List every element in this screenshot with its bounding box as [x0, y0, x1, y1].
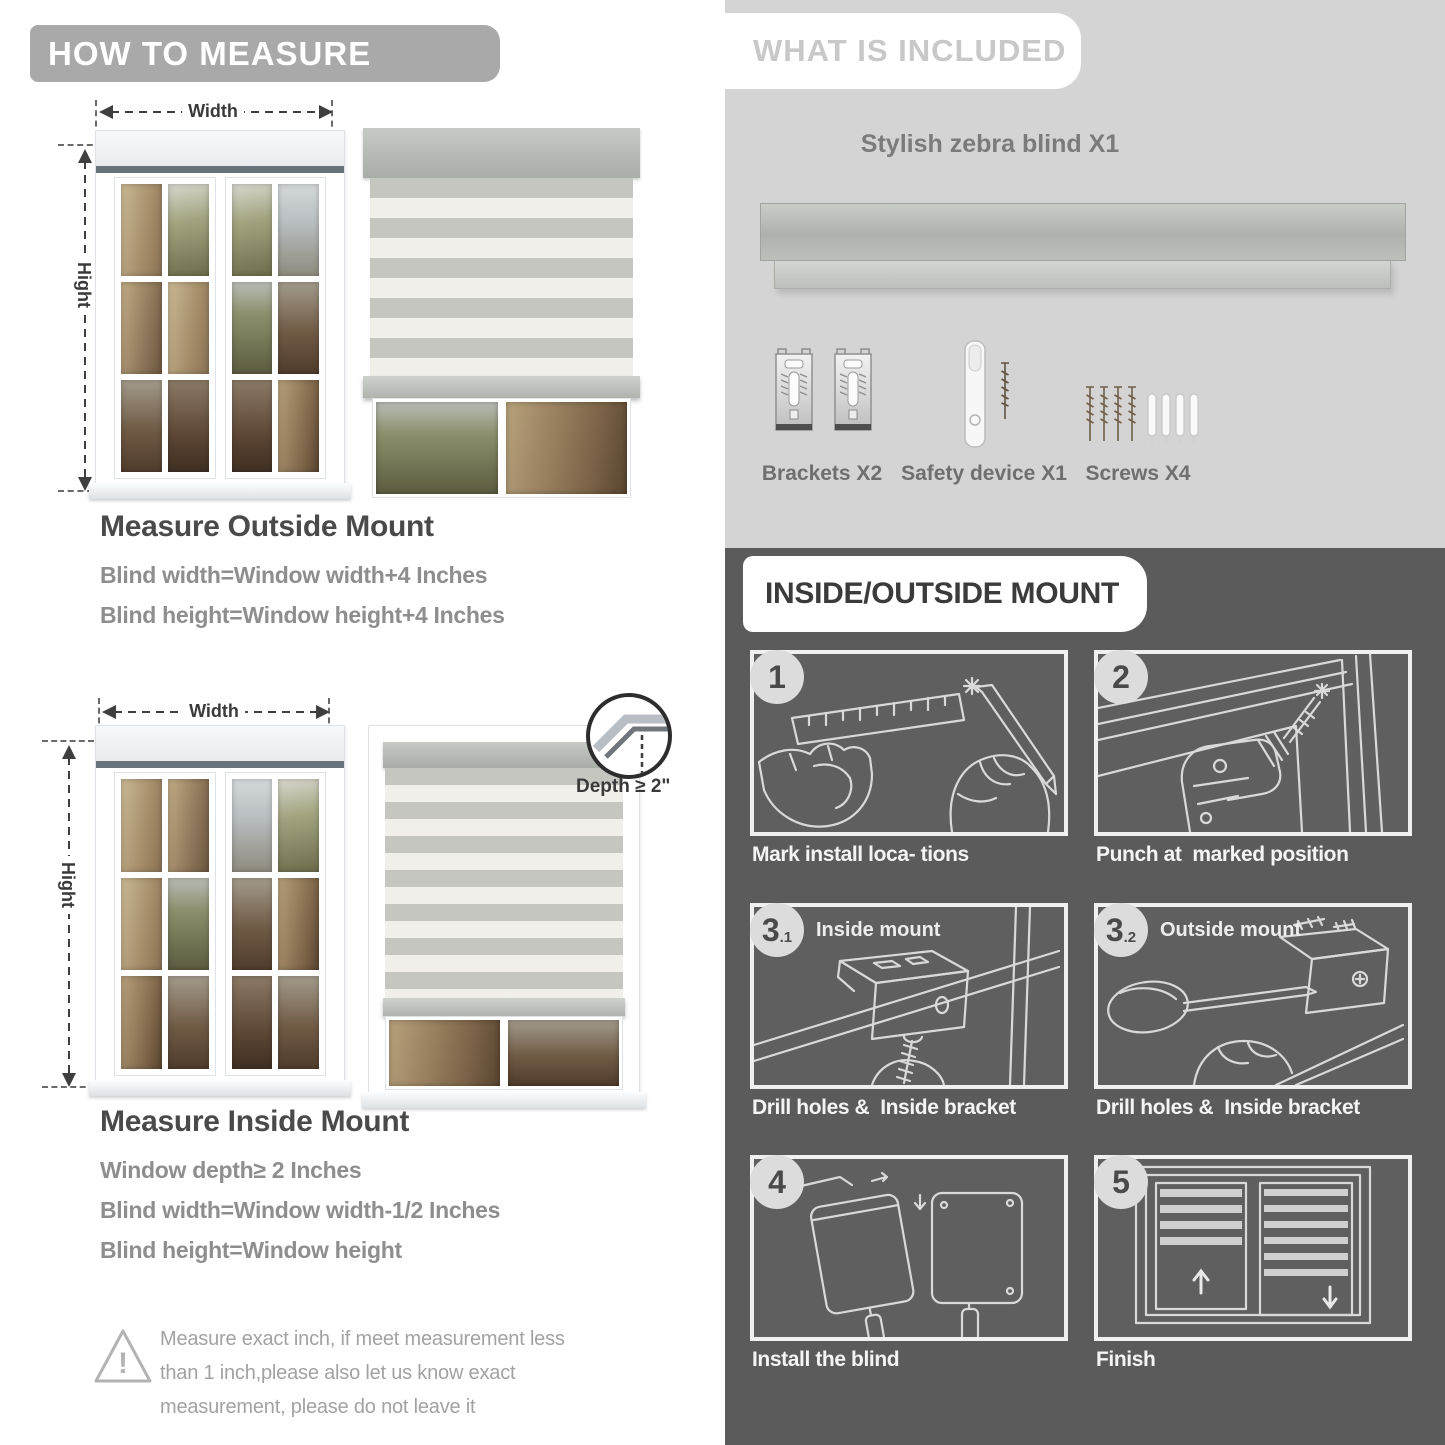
step-panel-3-1 [750, 903, 1068, 1089]
window-pane [168, 380, 209, 472]
step-number: 3 [761, 911, 780, 948]
step-number: 5 [1112, 1163, 1130, 1200]
inside-mount-title: Measure Inside Mount [100, 1105, 410, 1138]
inside-outside-mount-section [725, 548, 1445, 1445]
blind-bottom-rail [383, 998, 625, 1016]
depth-magnifier-icon [586, 693, 672, 779]
step-number-badge [750, 650, 804, 704]
window-sash [114, 177, 216, 479]
product-label: Stylish zebra blind X1 [860, 130, 1120, 158]
window-pane [168, 184, 209, 276]
window-top-frame [96, 131, 344, 173]
outside-mount-rule-height: Blind height=Window height+4 Inches [100, 602, 505, 628]
window-pane [232, 184, 273, 276]
step-panel-title: Inside mount [816, 919, 941, 941]
window-pane [508, 1020, 619, 1086]
window-photo-outside-mount [95, 130, 345, 496]
warning-line: than 1 inch,please also let us know exact [160, 1362, 516, 1384]
step-panel-5 [1094, 1155, 1412, 1341]
inside-mount-rule-width: Blind width=Window width-1/2 Inches [100, 1197, 501, 1223]
window-sash [114, 772, 216, 1076]
outside-mount-title: Measure Outside Mount [100, 510, 434, 543]
window-pane [232, 878, 273, 971]
window-pane [168, 878, 209, 971]
blind-headrail-valance [774, 261, 1391, 289]
warning-line: Measure exact inch, if meet measurement less [160, 1328, 565, 1350]
window-pane [376, 402, 498, 494]
window-pane [121, 282, 162, 374]
step-caption-1: Mark install loca- tions [752, 843, 969, 866]
window-center-mullion [216, 177, 225, 479]
window-pane [168, 282, 209, 374]
window-pane [278, 976, 319, 1069]
step-panel-2 [1094, 650, 1412, 836]
step-number-badge [1094, 1155, 1148, 1209]
step-panel-3-2 [1094, 903, 1412, 1089]
window-top-frame [96, 726, 344, 768]
window-pane [278, 184, 319, 276]
inside-mount-rule-depth: Window depth≥ 2 Inches [100, 1157, 362, 1183]
inside-mount-rule-height: Blind height=Window height [100, 1237, 402, 1263]
how-to-measure-header [30, 25, 500, 82]
blind-headrail-image [760, 203, 1406, 261]
window-under-blind [372, 398, 631, 498]
warning-triangle-icon [92, 1326, 154, 1386]
window-pane [232, 779, 273, 872]
window-pane [232, 282, 273, 374]
window-photo-inside-mount [95, 725, 345, 1093]
bracket-icon [829, 348, 877, 440]
brackets-label: Brackets X2 [761, 462, 883, 485]
step-caption-2: Punch at marked position [1096, 843, 1349, 866]
step-number: 2 [1112, 658, 1130, 695]
warning-exclamation: ! [118, 1347, 128, 1380]
width-label: Width [182, 101, 244, 122]
window-pane [168, 779, 209, 872]
wall-anchors-icon [1146, 392, 1202, 446]
step-panel-1 [750, 650, 1068, 836]
window-pane [278, 282, 319, 374]
height-label: Hight [57, 856, 78, 914]
step-number: 3 [1105, 911, 1124, 948]
step-subnumber: .1 [779, 928, 793, 946]
window-sill [89, 1080, 351, 1096]
safety-device-label: Safety device X1 [901, 462, 1067, 485]
step-caption-5: Finish [1096, 1348, 1156, 1371]
zebra-blind-outside-mount-picture [363, 128, 640, 503]
step-panel-title: Outside mount [1160, 919, 1302, 941]
window-center-mullion [216, 772, 225, 1076]
what-is-included-section [725, 0, 1445, 548]
window-under-blind [385, 1016, 623, 1090]
step-number-badge [1094, 650, 1148, 704]
step-caption-4: Install the blind [752, 1348, 900, 1371]
blind-cassette [363, 128, 640, 178]
window-pane [389, 1020, 500, 1086]
safety-device-icon [962, 338, 988, 450]
window-pane [121, 779, 162, 872]
window-pane [232, 380, 273, 472]
window-pane [278, 380, 319, 472]
warning-note [160, 1322, 630, 1424]
window-pane [506, 402, 628, 494]
window-pane [168, 976, 209, 1069]
warning-line: measurement, please do not leave it [160, 1396, 476, 1418]
screws-label: Screws X4 [1085, 462, 1191, 485]
window-sash [225, 772, 327, 1076]
blind-fabric-stripes [385, 768, 623, 998]
step-number-badge [750, 903, 804, 957]
step-number-badge [750, 1155, 804, 1209]
blind-bottom-rail [363, 376, 640, 398]
what-is-included-title: WHAT IS INCLUDED [753, 33, 1067, 68]
width-label: Width [183, 701, 245, 722]
window-pane [232, 976, 273, 1069]
how-to-measure-title: HOW TO MEASURE [48, 35, 372, 72]
height-label: Hight [73, 256, 94, 314]
depth-label: Depth ≥ 2" [576, 776, 671, 797]
step-caption-3-2: Drill holes & Inside bracket [1096, 1096, 1360, 1119]
height-extension-line [42, 740, 94, 742]
window-glass-area [114, 772, 326, 1076]
mount-header-title: INSIDE/OUTSIDE MOUNT [765, 577, 1120, 610]
height-arrow-icon [60, 743, 78, 1089]
screws-icon [1082, 385, 1142, 445]
window-sill [89, 483, 351, 499]
step-number-badge [1094, 903, 1148, 957]
window-pane [121, 184, 162, 276]
window-glass-area [114, 177, 326, 479]
window-sash [225, 177, 327, 479]
height-arrow-icon [76, 147, 94, 493]
window-pane [278, 878, 319, 971]
window-pane [121, 380, 162, 472]
step-number: 1 [768, 658, 786, 695]
step-number: 4 [768, 1163, 786, 1200]
step-caption-3-1: Drill holes & Inside bracket [752, 1096, 1016, 1119]
screw-icon [999, 355, 1011, 427]
step-subnumber: .2 [1123, 928, 1137, 946]
window-pane [278, 779, 319, 872]
blind-fabric-stripes [370, 178, 633, 376]
outside-mount-rule-width: Blind width=Window width+4 Inches [100, 562, 488, 588]
window-pane [121, 878, 162, 971]
bracket-icon [770, 348, 818, 440]
step-panel-4 [750, 1155, 1068, 1341]
window-pane [121, 976, 162, 1069]
